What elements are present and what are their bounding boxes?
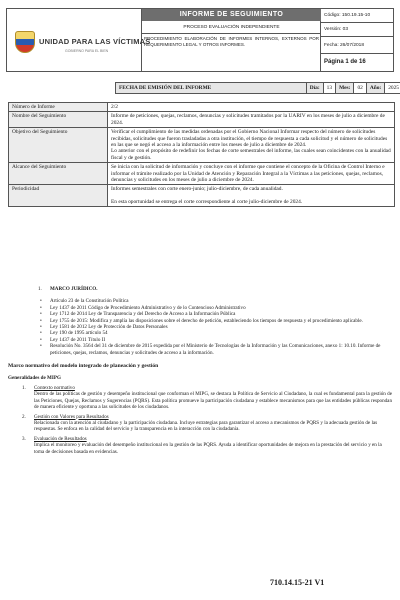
table-row xyxy=(9,163,395,185)
list-item: • Ley 1712 de 2014 Ley de Transparencia y del Derecho de Acceso a la Información Pública xyxy=(40,311,392,317)
periodicity-value xyxy=(108,185,395,207)
periodicity-label: Periodicidad xyxy=(9,185,108,207)
section-text: Dentro de las políticas de gestión y desempeño institucional que conforman el MIPG, se destaca la Política de Servicio al Ciudadano, la cual es fundamental para la gestión de las Peticiones, Quejas, Reclamos y Sugerencias (PQRS). Esta política promueve la participación ciudadana y establece mecanismos para que las entidades públicas respondan de manera eficiente y oportuna a las solicitudes de los ciudadanos. xyxy=(34,391,392,411)
legal-framework-heading xyxy=(38,286,392,292)
table-row xyxy=(9,112,395,128)
entity-name: UNIDAD PARA LAS VÍCTIMAS xyxy=(39,37,151,46)
section-title: Contexto normativo xyxy=(34,384,75,391)
emission-date-row xyxy=(115,82,400,94)
footer-document-code: 710.14.15-21 V1 xyxy=(270,578,325,587)
document-date: Fecha: 26/07/2018 xyxy=(321,37,393,54)
objective-paragraph-2: Lo anterior con el propósito de redefinir los fechas de corte semestrales del informe, las cuales sean coincidentes con la anualidad fiscal y de gestión. xyxy=(111,148,391,161)
follow-up-name-label: Nombre del Seguimiento xyxy=(9,112,108,128)
list-item xyxy=(22,385,392,411)
mipg-subheading: Generalidades de MIPG xyxy=(8,375,61,382)
section-number: 1. xyxy=(22,384,26,391)
report-number-value: 2/2 xyxy=(108,103,395,112)
objective-paragraph-1: Verificar el cumplimiento de las medidas ordenadas por el Gobierno Nacional Informar respecto del número de solicitudes recibidas, solicitudes que fueron trasladadas a otra institución, el tiempo de respuesta a cada solicitud y el número de solicitudes en las que se negó el acceso a la información entre los meses de julio a diciembre de 2024. xyxy=(111,129,388,149)
section-number: 3. xyxy=(22,435,26,442)
section-text: Relacionada con la atención al ciudadano y la participación ciudadana. Incluye estrategias para garantizar el acceso a mecanismos de PQRS y la adecuada gestión de las respuestas. Se enfoca en la calidad del servicio y la transparencia en la interacción con la ciudadanía. xyxy=(34,419,378,433)
section-text: Implica el monitoreo y evaluación del desempeño institucional en la gestión de las PQRS. Ayuda a identificar oportunidades de mejora en la prestación del servicio y en la toma de decisiones basada en evidencias. xyxy=(34,442,382,455)
day-label: Día: xyxy=(307,83,324,93)
objective-label: Objetivo del Seguimiento xyxy=(9,128,108,163)
month-value: 02 xyxy=(354,83,366,93)
list-item: • Ley 190 de 1995 artículo 54 xyxy=(40,330,392,336)
document-title: INFORME DE SEGUIMIENTO xyxy=(142,9,321,21)
section-title: Gestión con Valores para Resultados xyxy=(34,413,109,420)
table-row xyxy=(9,128,395,163)
table-row xyxy=(9,185,395,207)
day-value: 13 xyxy=(324,83,336,93)
report-info-table xyxy=(8,102,395,207)
legal-framework-title: MARCO JURÍDICO. xyxy=(50,286,98,292)
list-item: • Ley 1437 de 2011 Código de Procedimiento Administrativo y de lo Contencioso Administrativo xyxy=(40,305,392,311)
header-meta-cell xyxy=(321,9,393,71)
report-number-label: Número de Informe xyxy=(9,103,108,112)
follow-up-name-value: Informe de peticiones, quejas, reclamos, denuncias y solicitudes tramitados por la UARIV en los meses de julio a diciembre de 2024. xyxy=(108,112,395,128)
section-title: Evaluación de Resultados xyxy=(34,435,87,442)
page-indicator: Página 1 de 16 xyxy=(324,59,366,65)
periodicity-paragraph-2: En esta oportunidad se entrega el corte correspondiente al corte julio-diciembre de 2024. xyxy=(111,198,303,205)
emission-date-label: FECHA DE EMISIÓN DEL INFORME xyxy=(116,83,307,93)
process-name: PROCESO EVALUACIÓN INDEPENDIENTE xyxy=(142,21,321,34)
year-value: 2025 xyxy=(388,85,399,91)
document-body xyxy=(8,286,392,455)
header-title-cell xyxy=(142,9,321,71)
list-item: • Resolución No. 3564 del 31 de diciembre de 2015 expedida por el Ministerio de Tecnologías de la Información y las Comunicaciones, anexo 1: 10.10. Informe de peticiones, quejas, reclamos, denuncias y solicitudes de acceso a la información. xyxy=(40,343,392,356)
table-row xyxy=(9,103,395,112)
year-label: Año: xyxy=(367,83,385,93)
list-item: • Ley 1437 de 2011 Título II xyxy=(40,337,392,343)
legal-framework-number: 1. xyxy=(38,286,42,292)
list-item: • Ley 1755 de 2015: Modifica y amplía las disposiciones sobre el derecho de petición, estableciendo los tiempos de respuesta y el procedimiento aplicable. xyxy=(40,318,392,324)
scope-label: Alcance del Seguimiento xyxy=(9,163,108,185)
logo-cell xyxy=(7,9,151,71)
section-number: 2. xyxy=(22,413,26,420)
document-code: Código: 150.19.15-10 xyxy=(321,9,393,23)
document-header xyxy=(6,8,394,72)
list-item: • Ley 1581 de 2012 Ley de Protección de Datos Personales xyxy=(40,324,392,330)
periodicity-paragraph-1: Informes semestrales con corte enero-junio; julio-diciembre, de cada anualidad. xyxy=(111,186,283,193)
mipg-sections xyxy=(22,385,392,455)
entity-subtitle: GOBIERNO PARA EL BIEN xyxy=(65,49,109,53)
list-item: • Artículo 23 de la Constitución Política xyxy=(40,298,392,304)
scope-value: Se inicia con la solicitud de información y concluye con el informe que contiene el concepto de la Oficina de Control Interno e informar el trámite realizado por la Unidad de Atención y Reparación Integral a la Víctimas a las peticiones, quejas, reclamos, denuncias y solicitudes en los meses de julio a diciembre de 2024. xyxy=(108,163,395,185)
legal-framework-list xyxy=(40,298,392,356)
objective-value xyxy=(108,128,395,163)
list-item xyxy=(22,436,392,455)
list-item xyxy=(22,414,392,433)
month-label: Mes: xyxy=(336,83,354,93)
document-version: Versión: 03 xyxy=(321,23,393,37)
coat-of-arms-icon xyxy=(15,31,35,53)
mipg-heading: Marco normativo del modelo integrado de planeación y gestión xyxy=(8,363,159,370)
procedure-name: PROCEDIMIENTO ELABORACIÓN DE INFORMES INTERNOS, EXTERNOS POR REQUERIMIENTO LEGAL Y OTROS INFORMES. xyxy=(144,36,319,47)
